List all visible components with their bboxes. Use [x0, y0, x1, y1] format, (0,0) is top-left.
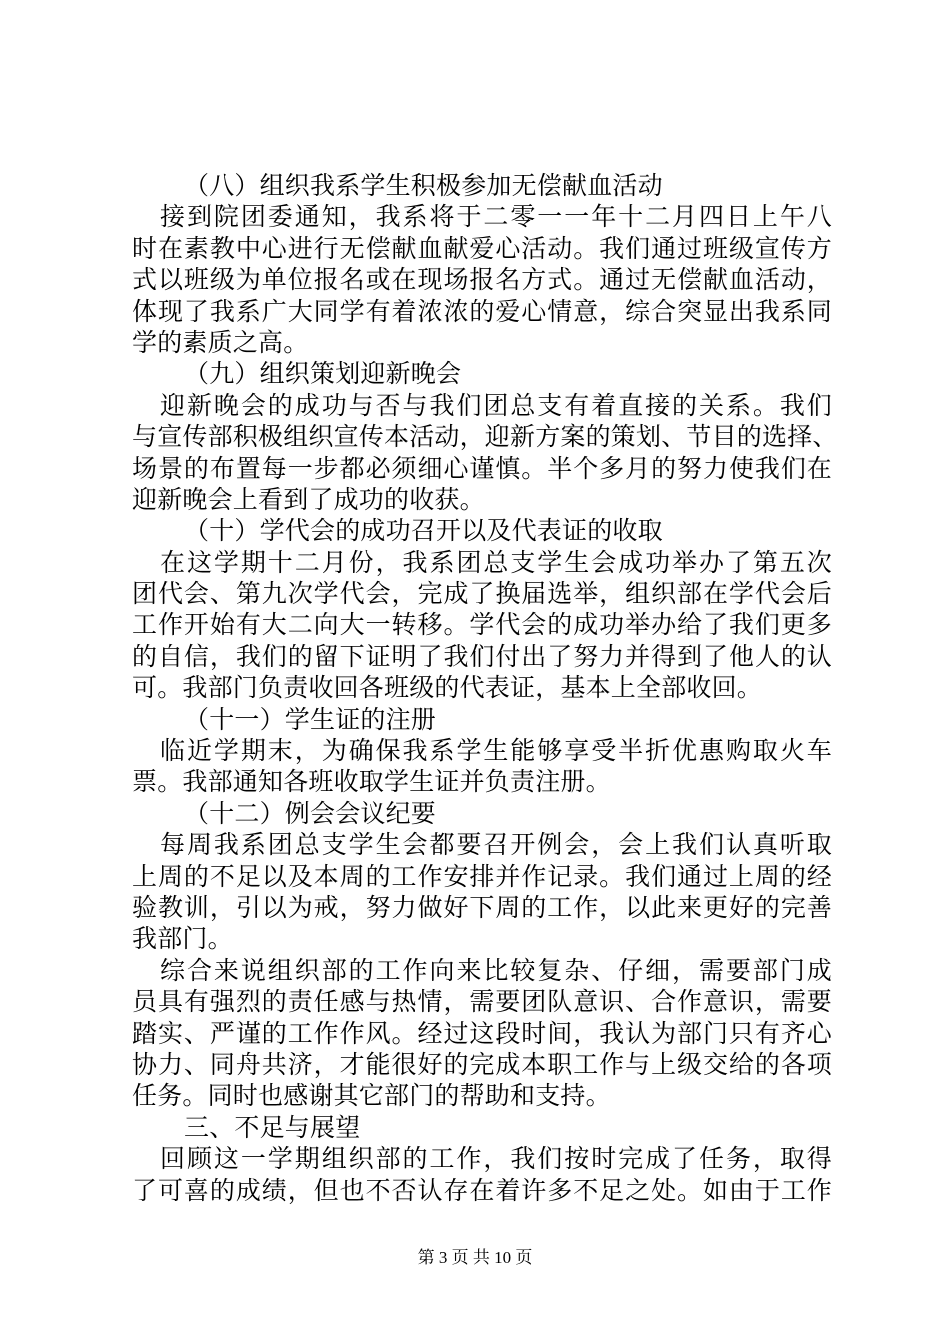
text-line: 式以班级为单位报名或在现场报名方式。通过无偿献血活动，	[132, 265, 832, 295]
text-line: 可。我部门负责收回各班级的代表证，基本上全部收回。	[132, 673, 763, 703]
text-line: 团代会、第九次学代会，完成了换届选举，组织部在学代会后	[132, 579, 832, 609]
text-line: （十）学代会的成功召开以及代表证的收取	[184, 516, 663, 546]
text-line: 我部门。	[132, 924, 233, 954]
text-line: （八）组织我系学生积极参加无偿献血活动	[184, 171, 663, 200]
text-line: 了可喜的成绩，但也不否认存在着许多不足之处。如由于工作	[132, 1175, 832, 1205]
text-line: （九）组织策划迎新晚会	[184, 359, 462, 389]
text-line: 踏实、严谨的工作作风。经过这段时间，我认为部门只有齐心	[132, 1018, 832, 1048]
text-line: 场景的布置每一步都必须细心谨慎。半个多月的努力使我们在	[132, 453, 832, 483]
text-line: 验教训，引以为戒，努力做好下周的工作，以此来更好的完善	[132, 892, 832, 922]
text-line: 票。我部通知各班收取学生证并负责注册。	[132, 767, 611, 797]
text-line: 上周的不足以及本周的工作安排并作记录。我们通过上周的经	[132, 861, 832, 891]
text-line: 协力、同舟共济，才能很好的完成本职工作与上级交给的各项	[132, 1049, 832, 1079]
text-line: （十一）学生证的注册	[184, 704, 437, 734]
text-line: 迎新晚会的成功与否与我们团总支有着直接的关系。我们	[160, 390, 832, 420]
text-line: 临近学期末，为确保我系学生能够享受半折优惠购取火车	[160, 736, 832, 766]
text-line: 学的素质之高。	[132, 327, 309, 357]
text-line: 与宣传部积极组织宣传本活动，迎新方案的策划、节目的选择、	[132, 422, 838, 452]
text-line: 在这学期十二月份，我系团总支学生会成功举办了第五次	[160, 547, 832, 577]
page-number-footer: 第 3 页 共 10 页	[417, 1248, 533, 1267]
text-line: 员具有强烈的责任感与热情，需要团队意识、合作意识，需要	[132, 987, 832, 1017]
text-line: 回顾这一学期组织部的工作，我们按时完成了任务，取得	[160, 1144, 832, 1174]
text-line: （十二）例会会议纪要	[184, 798, 437, 828]
text-line: 迎新晚会上看到了成功的收获。	[132, 484, 485, 514]
text-line: 时在素教中心进行无偿献血献爱心活动。我们通过班级宣传方	[132, 233, 832, 263]
document-body	[132, 170, 838, 1206]
text-line: 的自信，我们的留下证明了我们付出了努力并得到了他人的认	[132, 641, 832, 671]
text-line: 每周我系团总支学生会都要召开例会，会上我们认真听取	[160, 830, 832, 860]
text-line: 体现了我系广大同学有着浓浓的爱心情意，综合突显出我系同	[132, 296, 832, 326]
text-line: 三、不足与展望	[184, 1112, 361, 1142]
text-line: 工作开始有大二向大一转移。学代会的成功举办给了我们更多	[132, 610, 832, 640]
text-line: 接到院团委通知，我系将于二零一一年十二月四日上午八	[160, 202, 832, 232]
text-line: 综合来说组织部的工作向来比较复杂、仔细，需要部门成	[160, 955, 832, 985]
text-line: 任务。同时也感谢其它部门的帮助和支持。	[132, 1081, 611, 1111]
